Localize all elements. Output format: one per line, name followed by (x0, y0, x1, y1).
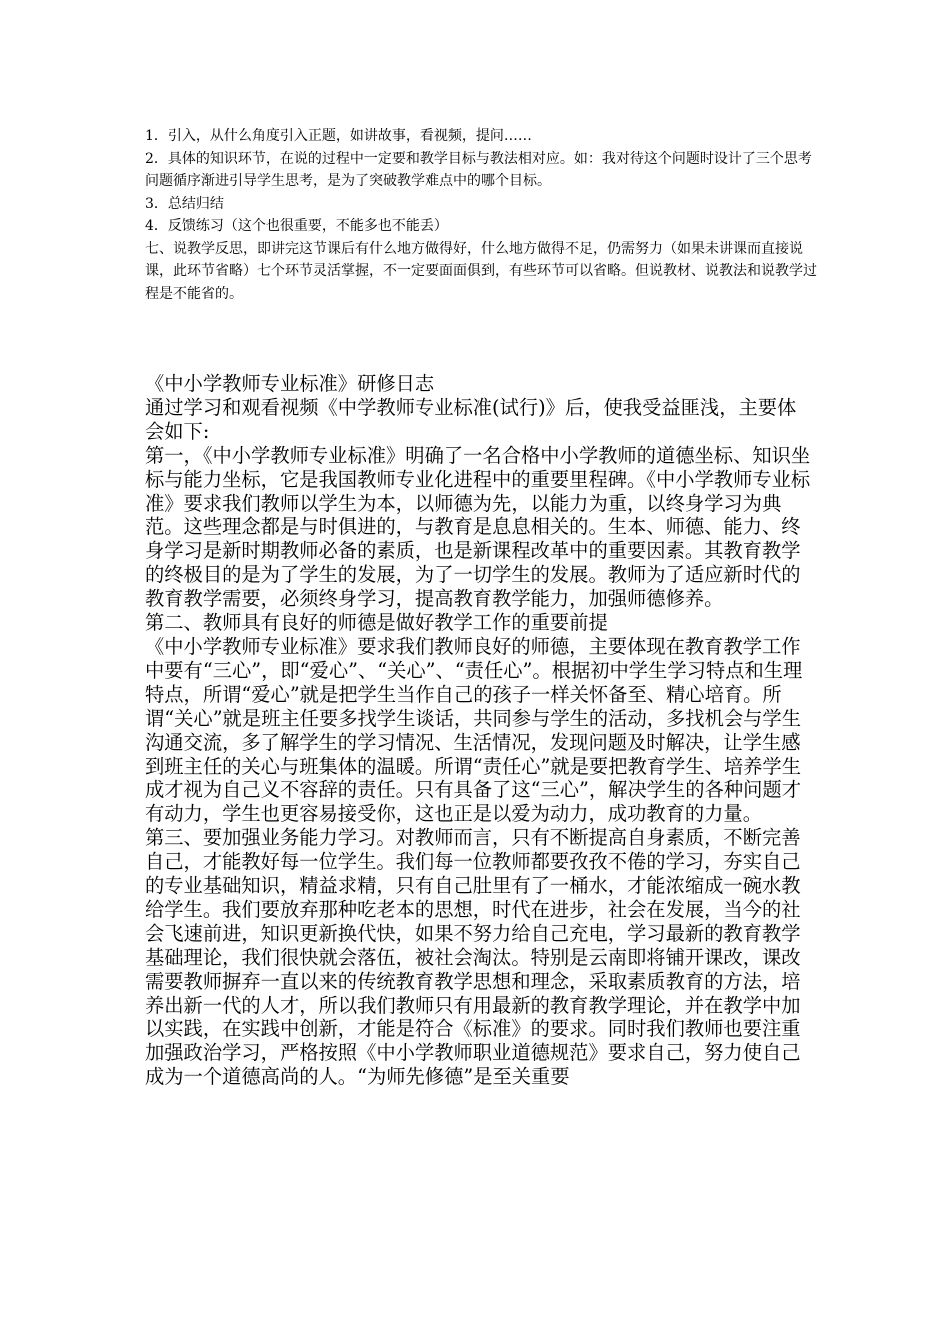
study-journal (145, 372, 815, 1089)
lesson-steps-section (145, 125, 825, 305)
step-4-text: 4．反馈练习（这个也很重要，不能多也不能丢） (145, 218, 448, 234)
section-7-text: 七、说教学反思，即讲完这节课后有什么地方做得好，什么地方做得不足，仍需努力（如果未讲课而直接说课，此环节省略）七个环节灵活掌握，不一定要面面俱到，有些环节可以省略。但说教材、说教法和说教学过程是不能省的。 (145, 240, 817, 302)
step-3-text: 3．总结归结 (145, 195, 224, 212)
journal-point-3: 第三、要加强业务能力学习。对教师而言，只有不断提高自身素质，不断完善自己，才能教好每一位学生。我们每一位教师都要孜孜不倦的学习，夯实自己的专业基础知识，精益求精，只有自己肚里有了一桶水，才能浓缩成一碗水教给学生。我们要放弃那种吃老本的思想，时代在进步，社会在发展，当今的社会飞速前进，知识更新换代快，如果不努力给自己充电，学习最新的教育教学基础理论，我们很快就会落伍，被社会淘汰。特别是云南即将铺开课改，课改需要教师摒弃一直以来的传统教育教学思想和理念，采取素质教育的方法，培养出新一代的人才，所以我们教师只有用最新的教育教学理论，并在教学中加以实践，在实践中创新，才能是符合《标准》的要求。同时我们教师也要注重加强政治学习，严格按照《中小学教师职业道德规范》要求自己，努力使自己成为一个道德高尚的人。“为师先修德”是至关重要 (145, 826, 801, 1089)
journal-intro: 通过学习和观看视频《中学教师专业标准(试行)》后，使我受益匪浅，主要体会如下: (145, 395, 797, 443)
journal-point-2-body: 《中小学教师专业标准》要求我们教师良好的师德，主要体现在教育教学工作中要有“三心”，即“爱心”、“关心”、“责任心”。根据初中学生学习特点和生理特点，所谓“爱心”就是把学生当作自己的孩子一样关怀备至、精心培育。所谓“关心”就是班主任要多找学生谈话，共同参与学生的活动，多找机会与学生沟通交流，多了解学生的学习情况、生活情况，发现问题及时解决，让学生感到班主任的关心与班集体的温暖。所谓“责任心”就是要把教育学生、培养学生成才视为自己义不容辞的责任。只有具备了这“三心”，解决学生的各种问题才有动力，学生也更容易接受你，这也正是以爱为动力，成功教育的力量。 (145, 634, 803, 826)
step-1-text: 1．引入，从什么角度引入正题，如讲故事，看视频，提问…… (145, 128, 532, 144)
step-2-text: 2．具体的知识环节，在说的过程中一定要和教学目标与教法相对应。如：我对待这个问题时设计了三个思考问题循序渐进引导学生思考，是为了突破教学难点中的哪个目标。 (145, 150, 812, 189)
journal-point-2-heading: 第二、教师具有良好的师德是做好教学工作的重要前提 (145, 611, 608, 635)
journal-title: 《中小学教师专业标准》研修日志 (145, 372, 435, 395)
journal-point-1: 第一，《中小学教师专业标准》明确了一名合格中小学教师的道德坐标、知识坐标与能力坐标，它是我国教师专业化进程中的重要里程碑。《中小学教师专业标准》要求我们教师以学生为本，以师德为先，以能力为重，以终身学习为典范。这些理念都是与时俱进的，与教育是息息相关的。生本、师德、能力、终身学习是新时期教师必备的素质，也是新课程改革中的重要因素。其教育教学的终极目的是为了学生的发展，为了一切学生的发展。教师为了适应新时代的教育教学需要，必须终身学习，提高教育教学能力，加强师德修养。 (145, 443, 811, 611)
